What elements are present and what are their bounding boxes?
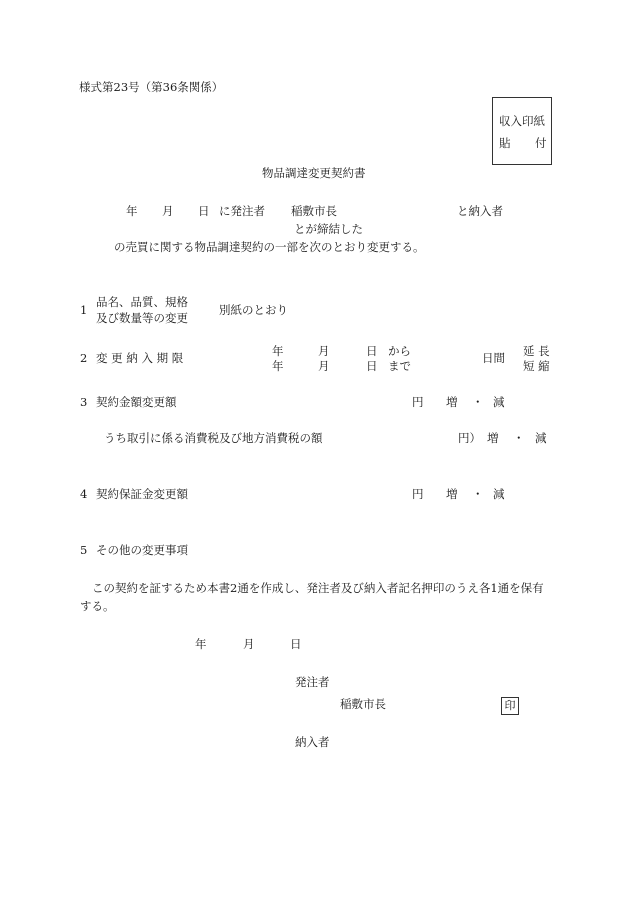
item1-number: 1	[80, 303, 88, 317]
item2-days: 日間	[482, 351, 505, 365]
date-year: 年	[195, 637, 207, 651]
tax-yen: 円）	[458, 431, 481, 445]
closing-line1: この契約を証するため本書2通を作成し、発注者及び納入者記名押印のうえ各1通を保有	[92, 581, 544, 595]
intro-year: 年	[126, 204, 138, 218]
item5-label: その他の変更事項	[96, 543, 188, 557]
stamp-box-line1: 収入印紙	[499, 114, 545, 128]
item2-to-day: 日	[366, 359, 378, 373]
intro-supplier: と納入者	[457, 204, 503, 218]
item3-dot: ・	[472, 395, 484, 409]
tax-increase: 増	[487, 431, 499, 445]
item4-increase: 増	[446, 487, 458, 501]
date-day: 日	[290, 637, 302, 651]
form-number: 様式第23号（第36条関係）	[79, 80, 224, 94]
tax-dot: ・	[513, 431, 525, 445]
item3-yen: 円	[412, 395, 424, 409]
intro-concluded: とが締結した	[294, 222, 363, 236]
item4-yen: 円	[412, 487, 424, 501]
intro-orderer: に発注者	[219, 204, 265, 218]
intro-mayor: 稲敷市長	[291, 204, 337, 218]
date-month: 月	[243, 637, 255, 651]
seal-mark: 印	[501, 697, 519, 715]
item2-number: 2	[80, 351, 88, 365]
intro-month: 月	[162, 204, 174, 218]
item2-from-month: 月	[318, 344, 330, 358]
supplier-label: 納入者	[295, 735, 330, 749]
item1-label-line2: 及び数量等の変更	[96, 311, 188, 325]
item2-shorten: 短 縮	[523, 359, 550, 373]
document-title: 物品調達変更契約書	[262, 166, 366, 180]
item4-decrease: 減	[493, 487, 505, 501]
item2-from-year: 年	[272, 344, 284, 358]
item5-number: 5	[80, 543, 88, 557]
closing-line2: する。	[80, 599, 115, 613]
item4-label: 契約保証金変更額	[96, 487, 188, 501]
revenue-stamp-box	[492, 97, 552, 165]
intro-day: 日	[198, 204, 210, 218]
item3-increase: 増	[446, 395, 458, 409]
item2-from-suffix: から	[388, 344, 411, 358]
stamp-box-affix-1: 貼	[499, 136, 511, 150]
item4-number: 4	[80, 487, 88, 501]
intro-statement: の売買に関する物品調達契約の一部を次のとおり変更する。	[114, 240, 425, 254]
signature-mayor: 稲敷市長	[340, 697, 386, 711]
item1-value: 別紙のとおり	[219, 303, 288, 317]
item2-label: 変 更 納 入 期 限	[96, 351, 184, 365]
item4-dot: ・	[472, 487, 484, 501]
item3-number: 3	[80, 395, 88, 409]
item3-decrease: 減	[493, 395, 505, 409]
tax-decrease: 減	[535, 431, 547, 445]
item2-to-month: 月	[318, 359, 330, 373]
tax-label: うち取引に係る消費税及び地方消費税の額	[104, 431, 323, 445]
orderer-label: 発注者	[295, 675, 330, 689]
item2-to-year: 年	[272, 359, 284, 373]
item2-from-day: 日	[366, 344, 378, 358]
item1-label-line1: 品名、品質、規格	[96, 295, 188, 309]
item3-label: 契約金額変更額	[96, 395, 177, 409]
item2-to-suffix: まで	[388, 359, 411, 373]
stamp-box-affix-2: 付	[535, 136, 547, 150]
item2-extend: 延 長	[523, 344, 550, 358]
